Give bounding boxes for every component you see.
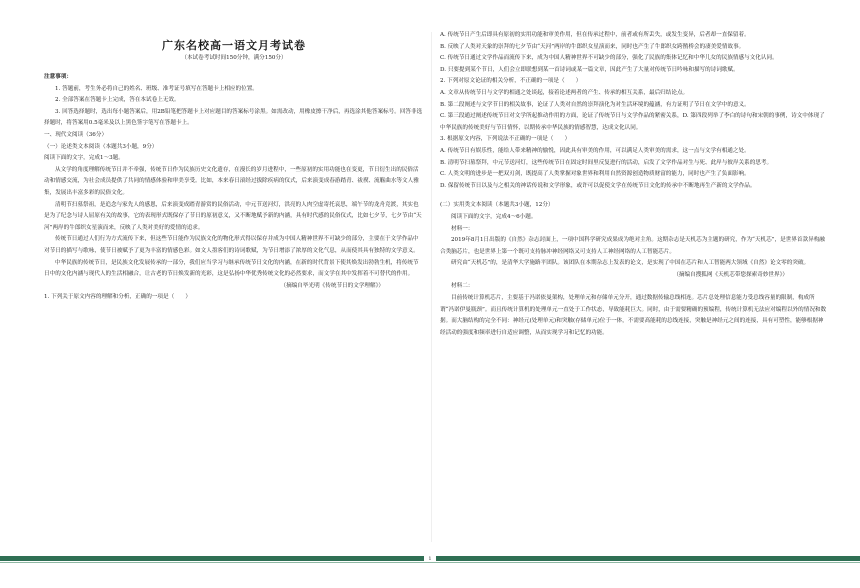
right-column <box>440 30 828 339</box>
subsection-heading: （一）论述类文本阅读（本题共3小题，9分） <box>44 143 158 150</box>
notice-item: 3. 回答选择题时，选出每小题答案后，用2B铅笔把答题卡上对应题目的答案标号涂黑。如需改动，用橡皮擦干净后，再选涂其他答案标号。回答非选择题时，将答案用0.5毫米及以上黑色签字笔写在答题卡上。 <box>44 108 423 127</box>
material-paragraph: 研究由“天机芯”的，是清华大学施路平团队。该团队在本期杂志上发表的论文，是实现了中国在芯片和人工智能两大领域《自然》论文零的突破。 <box>451 260 810 267</box>
article-paragraph: 从文学的角度理解传统节日并不牵强，传统节日作为民族历史文化遗存，在漫长的岁月进程中，一些原初的实用功能也在变更，节日衍生出的民俗活动和情感交流，为社会成员提供了共同的情感体验和审美享受。比如，本来春日滚经过拔除疾病的仪式，后来演变成春游踏青、祓禊、流觞曲水等文人雅集，发展出丰富多彩的民俗文化。 <box>44 166 419 196</box>
article-paragraph: 传统节日通过人们行为方式流传下来，但这些节日能作为民族文化的物化形式得以保存并成为中国人精神世界不可缺少的部分，主要在于文学作品中对节日的描写与歌咏，使节日被赋予了更为丰富的情感色彩。如文人墨客们的诗词歌赋，为节日增添了浓厚的文化气息，从而使其具有独特的文学意义。 <box>44 236 419 254</box>
left-column <box>44 30 424 304</box>
q1-option-b: B. 反映了人类对天象的崇拜的七夕节由“天河”两岸的牛郎织女星演而来，同时也产生了牛郎织女跨鹊桥会的凄美爱情故事。 <box>440 43 745 50</box>
column-divider <box>431 32 432 542</box>
article-citation: （摘编自毕光明《传统节日的文学理解》） <box>280 282 384 289</box>
material-1-citation: （摘编自搜狐网《天机芯带您探索奇妙世界》） <box>673 271 788 278</box>
notice-heading: 注意事项： <box>44 74 72 80</box>
notice-item: 1. 答题前，考生务必将自己的姓名、班级、准考证号填写在答题卡上相应的位置。 <box>55 85 258 92</box>
material-2-label: 材料二： <box>451 283 474 290</box>
q1-option-a: A. 传统节日产生后即具有原初的实用功能和审美作用，但在传承过程中，前者或有所丢失，或发生变异，后者却一直保留着。 <box>440 32 750 38</box>
q3-option-c: C. 人类文明的进步是一把双刃剑，既提高了人类掌握对象世界和利用自然资源创造物质财富的能力，同时也产生了负面影响。 <box>440 171 750 178</box>
q2-option-b: B. 第二段阐述与文学节日的相关故事，论证了人类对自然的崇拜演化为对生活环境的蕴涵，有力证明了节日在文学中的意义。 <box>440 101 750 108</box>
article-paragraph: 清明节扫墓祭祖，是追念与家先人的感恩，后来演变成踏青游赏的民俗活动，中元节送河灯，洪亮的人肉空虚寄托哀思，端午节的龙舟竞渡，其实也是为了纪念与诗人屈原有关的故事，它的表现形式既保存了节日的原初意义，又不断地赋予新的内涵，具有时代感的民俗仪式，比如七夕节，七夕节由“天河”两岸的牛郎织女星演而来，反映了人类对美好的爱情的追求。 <box>44 201 422 231</box>
material-paragraph: 目前传统计算机芯片，主要基于冯诺依曼架构，处理单元和存储单元分开，通过数据传输总线相连。芯片总处理信息能力受总线容量的限制，构成所谓“冯诺伊曼瓶颈”。而且传统计算机的处理单元一直处于工作状态，导致能耗巨大。同时，由于需要精确的预编程，传统计算机无法应对编程以外的情况和数据。而大脑结构的完全不同：神经元(处理单元)和突触(存储单元)位于一体，不需要高能耗的总线连接，突触是神经元之间的连接，具有可塑性，能够根据神经活动的强度和频率进行自适应调整，从而实现学习和记忆的功能。 <box>440 295 827 336</box>
q3-option-d: D. 保留传统节日以及与之相关的神话传说和文学形象，或许可以促使文学在传统节日文化的传承中不断地再生产新的文学作品。 <box>440 182 756 189</box>
question-3: 3. 根据原文内容，下列说法不正确的一项是（ ） <box>440 136 571 143</box>
subsection-heading-2: (二）实用类文本阅读（本题共3小题，12分） <box>440 202 554 209</box>
material-1-label: 材料一： <box>451 225 474 232</box>
q2-option-a: A. 文章从传统节日与文学的相通之处谈起，接着论述两者的产生、传承的相互关系，最后归结论点。 <box>440 89 689 96</box>
read-instruction: 阅读下面的文字，完成1～3题。 <box>44 155 124 162</box>
q1-option-c: C. 传统节日通过文学作品而流传下来，成为中国人精神世界不可缺少的部分，强化了民族的集体记忆和中华儿女的民族情感与文化认同。 <box>440 55 778 62</box>
q3-option-a: A. 传统节日有娱乐性，能给人带来精神的愉悦，因此具有审美的作用，可以满足人类审美的需求，这一点与文学有相通之处。 <box>440 147 750 154</box>
material-paragraph: 2019年8月1日出版的《自然》杂志封面上，一项中国科学研究成果成为绝对主角。这期杂志是天机芯为主题的研究，作为“天机芯”，是世界首款异构融合类脑芯片，也是世界上第一个既可支持脉冲神经网络又可支持人工神经网络的人工智能芯片。 <box>440 237 825 255</box>
read-instruction-2: 阅读下面的文字，完成4～6小题。 <box>451 213 537 220</box>
question-1: 1. 下列关于原文内容的理解和分析，正确的一项是（ ） <box>44 294 191 301</box>
footer-line <box>0 562 860 563</box>
section-heading: 一、现代文阅读（36分） <box>44 131 108 138</box>
q3-option-b: B. 清明节扫墓祭拜，中元节送河灯，这些传统节日在固定时间里反复进行的活动，启发了文学作品对生与死、此岸与彼岸关系的思考。 <box>440 159 773 166</box>
article-paragraph: 中华民族的传统节日，是民族文化发展传承的一部分，我们应当学习与继承传统节日文化的内涵，在新的时代背景下使其焕发出勃勃生机，将传统节日中的文化内涵与现代人的生活相融合，让古老的节日焕发新的光彩，这是弘扬中华优秀传统文化的必然要求，而文学在其中发挥着不可替代的作用。 <box>44 259 419 278</box>
exam-title: 广东名校高一语文月考试卷 <box>162 39 306 52</box>
notice-item: 2. 全部答案在答题卡上完成，答在本试卷上无效。 <box>55 97 180 104</box>
question-2: 2. 下列对原文论证的相关分析，不正确的一项是（ ） <box>440 78 582 85</box>
page-number: 1 <box>0 556 860 562</box>
q1-option-d: D. 只要提到某个节日，人们会立即联想到某一首诗词或某一篇文章，因此产生了大量对传统节日吟咏和描写的诗词歌赋。 <box>440 66 739 73</box>
q2-option-c: C. 第三段通过阐述传统节日对文学所起推动作用的方面，论证了传统节日与文学作品的紧密关系，D. 第四段列举了李白的诗句和宋朝的事例，诗文中体现了中华民族的传统美好与节日情怀，以期传承中华民族的情感智慧，达成文化认同。 <box>440 113 825 131</box>
exam-subtitle: （本试卷考试时间150分钟，满分150分） <box>181 55 287 61</box>
